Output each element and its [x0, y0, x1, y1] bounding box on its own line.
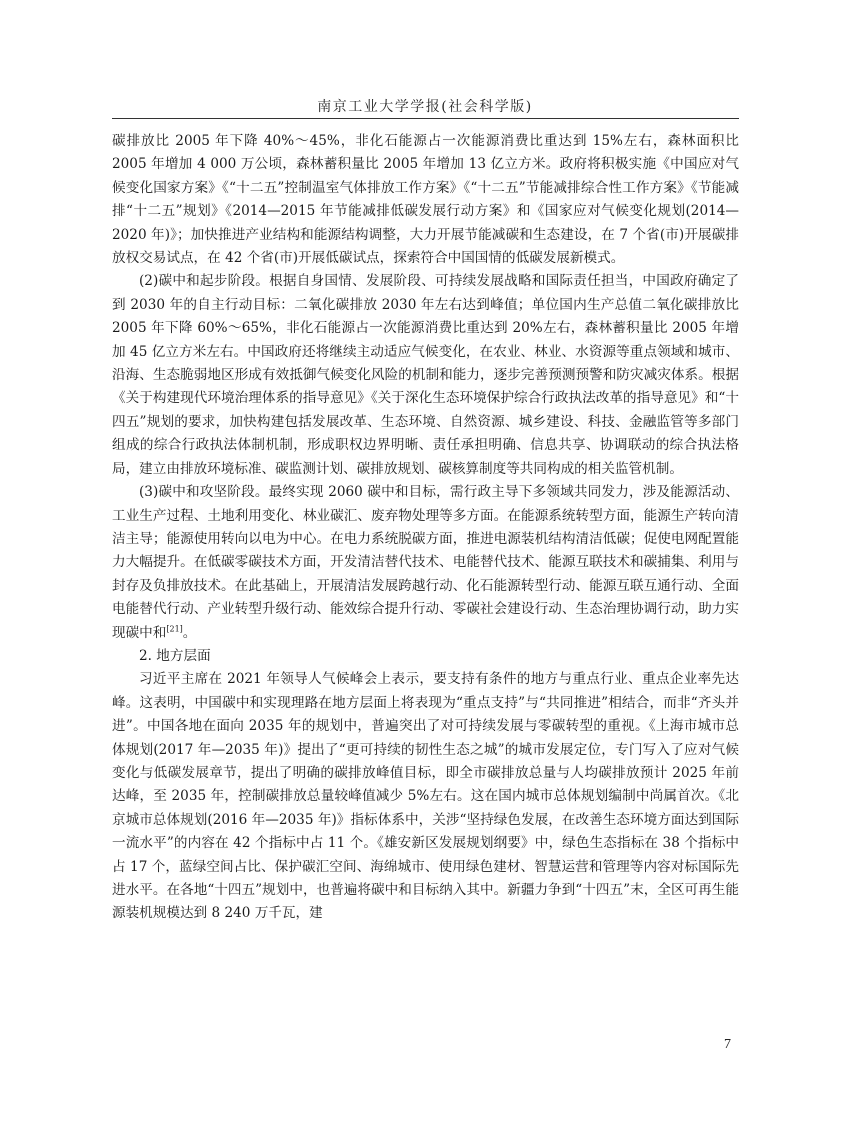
- paragraph-stage-3: [112, 481, 739, 645]
- body-text: [112, 130, 739, 926]
- citation-21: [21]: [166, 624, 183, 633]
- paragraph-stage-2: (2)碳中和起步阶段。根据自身国情、发展阶段、可持续发展战略和国际责任担当，中国政府确定了到 2030 年的自主行动目标：二氧化碳排放 2030 年左右达到峰值；单位国内生产总值二氧化碳排放比 2005 年下降 60%～65%，非化石能源占一次能源消费比重达到 20%左右，森林蓄积量比 2005 年增加 45 亿立方米左右。中国政府还将继续主动适应气候变化，在农业、林业、水资源等重点领域和城市、沿海、生态脆弱地区形成有效抵御气候变化风险的机制和能力，逐步完善预测预警和防灾减灾体系。根据《关于构建现代环境治理体系的指导意见》《关于深化生态环境保护综合行政执法改革的指导意见》和“十四五”规划的要求，加快构建包括发展改革、生态环境、自然资源、城乡建设、科技、金融监管等多部门组成的综合行政执法体制机制，形成职权边界明晰、责任承担明确、信息共享、协调联动的综合执法格局，建立由排放环境标准、碳监测计划、碳排放规划、碳核算制度等共同构成的相关监管机制。: [112, 273, 739, 477]
- paragraph-continuation: 碳排放比 2005 年下降 40%～45%，非化石能源占一次能源消费比重达到 15%左右，森林面积比 2005 年增加 4 000 万公顷，森林蓄积量比 2005 年增加 13 亿立方米。政府将积极实施《中国应对气候变化国家方案》《“十二五”控制温室气体排放工作方案》《“十二五”节能减排综合性工作方案》《节能减排“十二五”规划》《2014—2015 年节能减排低碳发展行动方案》和《国家应对气候变化规划(2014—2020 年)》；加快推进产业结构和能源结构调整，大力开展节能减碳和生态建设，在 7 个省(市)开展碳排放权交易试点，在 42 个省(市)开展低碳试点，探索符合中国国情的低碳发展新模式。: [112, 133, 739, 267]
- page-number: 7: [724, 1037, 731, 1052]
- paragraph-local-level: 习近平主席在 2021 年领导人气候峰会上表示，要支持有条件的地方与重点行业、重点企业率先达峰。这表明，中国碳中和实现理路在地方层面上将表现为“重点支持”与“共同推进”相结合，而非“齐头并进”。中国各地在面向 2035 年的规划中，普遍突出了对可持续发展与零碳转型的重视。《上海市城市总体规划(2017 年—2035 年)》提出了“更可持续的韧性生态之城”的城市发展定位，专门写入了应对气候变化与低碳发展章节，提出了明确的碳排放峰值目标，即全市碳排放总量与人均碳排放预计 2025 年前达峰，至 2035 年，控制碳排放总量较峰值减少 5%左右。这在国内城市总体规划编制中尚属首次。《北京城市总体规划(2016 年—2035 年)》指标体系中，关涉“坚持绿色发展，在改善生态环境方面达到国际一流水平”的内容在 42 个指标中占 11 个。《雄安新区发展规划纲要》中，绿色生态指标在 38 个指标中占 17 个，蓝绿空间占比、保护碳汇空间、海绵城市、使用绿色建材、智慧运营和管理等内容对标国际先进水平。在各地“十四五”规划中，也普遍将碳中和目标纳入其中。新疆力争到“十四五”末，全区可再生能源装机规模达到 8 240 万千瓦，建: [112, 671, 739, 922]
- running-header: 南京工业大学学报(社会科学版): [317, 99, 533, 115]
- header-rule: [112, 118, 739, 119]
- paragraph-stage-3-text: (3)碳中和攻坚阶段。最终实现 2060 碳中和目标，需行政主导下多领域共同发力，涉及能源活动、工业生产过程、土地利用变化、林业碳汇、废弃物处理等多方面。在能源系统转型方面，能源生产转向清洁主导；能源使用转向以电为中心。在电力系统脱碳方面，推进电源装机结构清洁低碳；促使电网配置能力大幅提升。在低碳零碳技术方面，开发清洁替代技术、电能替代技术、能源互联技术和碳捕集、利用与封存及负排放技术。在此基础上，开展清洁发展跨越行动、化石能源转型行动、能源互联互通行动、全面电能替代行动、产业转型升级行动、能效综合提升行动、零碳社会建设行动、生态治理协调行动，助力实现碳中和: [112, 484, 739, 641]
- paragraph-stage-3-tail: 。: [182, 624, 197, 641]
- section-heading-local-level: 2. 地方层面: [139, 647, 211, 664]
